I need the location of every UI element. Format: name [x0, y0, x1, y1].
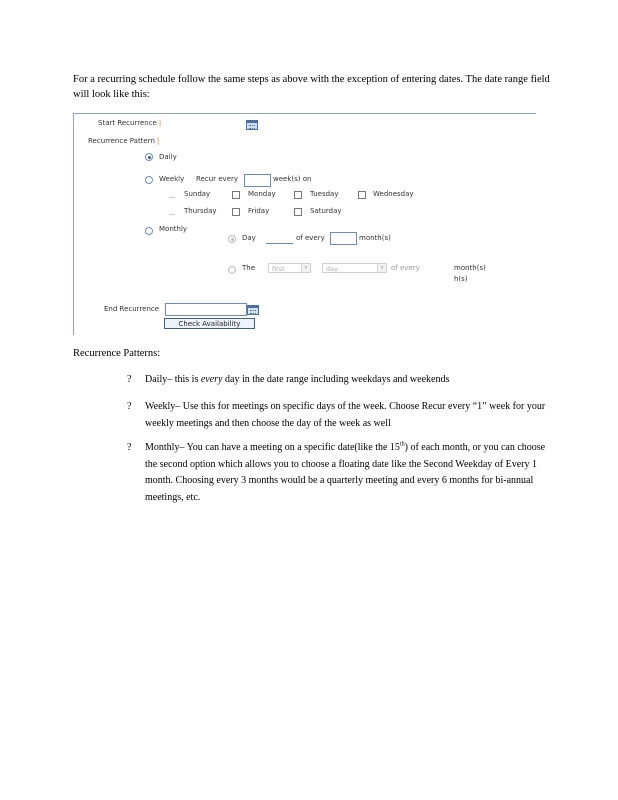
bullet-monthly-text: Monthly– You can have a meeting on a specific date(like the 15th) of each month, or you can choose the second option which allows you to choose a floating date like the Second Weekday of Every 1 month. Choosing every 3 months would be a quarterly meeting and every 6 months for bi-annual meetings, etc.	[145, 441, 546, 503]
recurrence-patterns-heading: Recurrence Patterns:	[73, 348, 161, 359]
friday-label: Friday	[248, 207, 270, 215]
bullet-daily: ?	[127, 374, 132, 385]
monday-checkbox[interactable]	[232, 191, 240, 199]
day-number-input[interactable]	[266, 243, 293, 244]
ordinal-select[interactable]: first ▾	[268, 263, 311, 273]
daily-radio[interactable]	[145, 153, 153, 161]
weekday-select[interactable]: day ▾	[322, 263, 387, 273]
months-label: month(s)	[359, 234, 391, 242]
start-recurrence-label: Start Recurrence |	[98, 119, 162, 127]
thursday-checkbox[interactable]	[169, 208, 175, 215]
intro-paragraph: For a recurring schedule follow the same steps as above with the exception of entering dates. The date range field will look like this:	[73, 74, 550, 100]
day-label: Day	[242, 234, 256, 242]
of-every2-label: of every	[391, 264, 420, 272]
wednesday-checkbox[interactable]	[358, 191, 366, 199]
start-calendar-icon[interactable]	[246, 120, 258, 130]
month-interval-input[interactable]	[330, 232, 357, 245]
the-label: The	[242, 264, 256, 272]
weekly-radio[interactable]	[145, 176, 153, 184]
tuesday-checkbox[interactable]	[294, 191, 302, 199]
friday-checkbox[interactable]	[232, 208, 240, 216]
of-every-label: of every	[296, 234, 325, 242]
check-availability-button[interactable]: Check Availability	[164, 318, 255, 329]
weekly-label: Weekly	[159, 175, 185, 183]
monthly-day-radio[interactable]	[228, 235, 236, 243]
bullet-daily-text: Daily– this is every day in the date range including weekdays and weekends	[145, 374, 450, 385]
end-recurrence-input[interactable]	[165, 303, 247, 316]
saturday-checkbox[interactable]	[294, 208, 302, 216]
recur-weeks-input[interactable]	[244, 174, 271, 187]
daily-label: Daily	[159, 153, 177, 161]
months2-label: month(s)	[454, 264, 486, 272]
bullet-weekly: ?	[127, 401, 132, 412]
monthly-radio[interactable]	[145, 227, 153, 235]
months2-tail: h(s)	[454, 275, 468, 283]
monday-label: Monday	[248, 190, 276, 198]
end-calendar-icon[interactable]	[247, 305, 259, 315]
thursday-label: Thursday	[184, 207, 217, 215]
recurrence-pattern-label: Recurrence Pattern |	[88, 137, 160, 145]
recurrence-form-screenshot	[73, 113, 536, 335]
sunday-checkbox[interactable]	[169, 191, 175, 198]
tuesday-label: Tuesday	[310, 190, 339, 198]
sunday-label: Sunday	[184, 190, 211, 198]
monthly-the-radio[interactable]	[228, 266, 236, 274]
wednesday-label: Wednesday	[373, 190, 414, 198]
bullet-weekly-text: Weekly– Use this for meetings on specific days of the week. Choose Recur every “1” week for your weekly meetings and then choose the day of the week as well	[145, 401, 546, 429]
bullet-monthly: ?	[127, 442, 132, 453]
monthly-label: Monthly	[159, 225, 188, 233]
recur-every-label: Recur every	[196, 175, 239, 183]
weeks-on-label: week(s) on	[273, 175, 312, 183]
saturday-label: Saturday	[310, 207, 342, 215]
end-recurrence-label: End Recurrence	[104, 305, 160, 313]
